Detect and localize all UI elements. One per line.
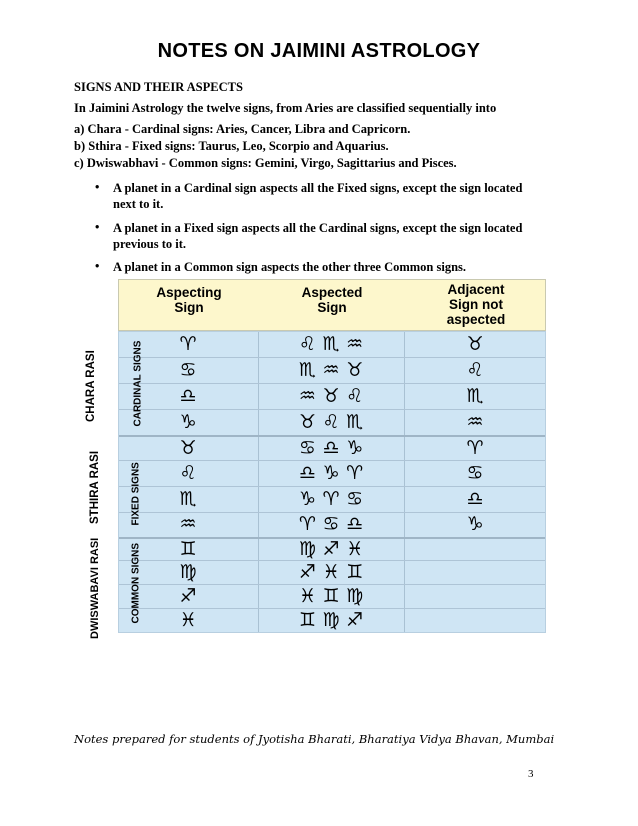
- adjacent-sign: ♈: [466, 437, 484, 459]
- aspecting-sign: ♈: [179, 333, 197, 355]
- aspecting-sign: ♓: [179, 609, 197, 631]
- rasi-label: CHARA RASI: [85, 350, 97, 422]
- adjacent-sign: ♒: [466, 411, 484, 433]
- aspected-signs: ♐ ♓ ♊: [298, 561, 364, 583]
- aspecting-sign: ♉: [179, 437, 197, 459]
- table-row: [118, 608, 546, 632]
- intro-text: In Jaimini Astrology the twelve signs, from Aries are classified sequentially into: [74, 101, 497, 115]
- group-label-sthira: [78, 434, 118, 536]
- table-header: [118, 279, 546, 331]
- aspected-signs: ♑ ♈ ♋: [298, 488, 364, 510]
- bullet-text: A planet in a Fixed sign aspects all the Cardinal signs, except the sign located previous to it.: [113, 221, 523, 251]
- aspecting-sign: ♏: [179, 488, 197, 510]
- rasi-label: DWISWABAVI RASI: [89, 537, 101, 639]
- sub-label: COMMON SIGNS: [130, 542, 142, 624]
- bullet-text: A planet in a Common sign aspects the other three Common signs.: [113, 260, 467, 274]
- aspecting-sign: ♌: [179, 462, 197, 484]
- header-aspecting-label: Aspecting Sign: [156, 285, 222, 315]
- aspecting-sign: ♒: [179, 513, 197, 535]
- header-aspected: [259, 285, 405, 315]
- aspecting-sign: ♐: [179, 585, 197, 607]
- rasi-label: STHIRA RASI: [89, 450, 101, 524]
- table-row: [118, 331, 546, 357]
- table-row: [118, 511, 546, 537]
- group-label-chara: [78, 331, 118, 434]
- table-row: [118, 486, 546, 512]
- adjacent-sign: ♋: [466, 462, 484, 484]
- bullet-dot: •: [95, 259, 100, 273]
- page-title: NOTES ON JAIMINI ASTROLOGY: [157, 40, 481, 62]
- page-number: 3: [528, 768, 534, 780]
- table-row: [118, 435, 546, 461]
- aspected-signs: ♏ ♒ ♉: [298, 359, 364, 381]
- header-aspecting: [119, 285, 259, 315]
- bullet-text: A planet in a Cardinal sign aspects all the Fixed signs, except the sign located next to it.: [113, 181, 523, 211]
- group-label-dwiswabavi: [78, 536, 118, 639]
- aspecting-sign: ♊: [179, 538, 197, 560]
- aspected-signs: ♈ ♋ ♎: [298, 513, 364, 535]
- class-line-sthira: b) Sthira - Fixed signs: Taurus, Leo, Scorpio and Aquarius.: [74, 139, 389, 153]
- table-row: [118, 560, 546, 584]
- table-row: [118, 357, 546, 383]
- table-row: [118, 537, 546, 561]
- header-adjacent: [405, 282, 547, 327]
- table-row: [118, 460, 546, 486]
- aspecting-sign: ♍: [179, 561, 197, 583]
- header-adjacent-label: Adjacent Sign not aspected: [446, 282, 506, 327]
- aspected-signs: ♓ ♊ ♍: [298, 585, 364, 607]
- table-row: [118, 409, 546, 435]
- aspecting-sign: ♎: [179, 385, 197, 407]
- aspecting-sign: ♑: [179, 411, 197, 433]
- section-heading: SIGNS AND THEIR ASPECTS: [74, 80, 243, 94]
- aspected-signs: ♍ ♐ ♓: [298, 538, 364, 560]
- adjacent-sign: ♏: [466, 385, 484, 407]
- aspected-signs: ♊ ♍ ♐: [298, 609, 364, 631]
- aspecting-sign: ♋: [179, 359, 197, 381]
- table-row: [118, 383, 546, 409]
- adjacent-sign: ♉: [466, 333, 484, 355]
- sub-label: CARDINAL SIGNS: [132, 340, 144, 427]
- header-aspected-label: Aspected Sign: [301, 285, 363, 315]
- class-line-dwiswabhavi: c) Dwiswabhavi - Common signs: Gemini, Virgo, Sagittarius and Pisces.: [74, 156, 457, 170]
- sub-label: FIXED SIGNS: [130, 462, 142, 526]
- aspected-signs: ♒ ♉ ♌: [298, 385, 364, 407]
- aspected-signs: ♎ ♑ ♈: [298, 462, 364, 484]
- aspected-signs: ♌ ♏ ♒: [298, 333, 364, 355]
- adjacent-sign: ♌: [466, 359, 484, 381]
- aspected-signs: ♉ ♌ ♏: [298, 411, 364, 433]
- footer-note: Notes prepared for students of Jyotisha Bharati, Bharatiya Vidya Bhavan, Mumbai: [74, 732, 555, 746]
- class-line-chara: a) Chara - Cardinal signs: Aries, Cancer, Libra and Capricorn.: [74, 122, 411, 136]
- aspects-table: [78, 279, 546, 639]
- aspected-signs: ♋ ♎ ♑: [298, 437, 364, 459]
- table-row: [118, 584, 546, 608]
- bullet-dot: •: [95, 180, 100, 194]
- adjacent-sign: ♑: [466, 513, 484, 535]
- bullet-dot: •: [95, 220, 100, 234]
- adjacent-sign: ♎: [466, 488, 484, 510]
